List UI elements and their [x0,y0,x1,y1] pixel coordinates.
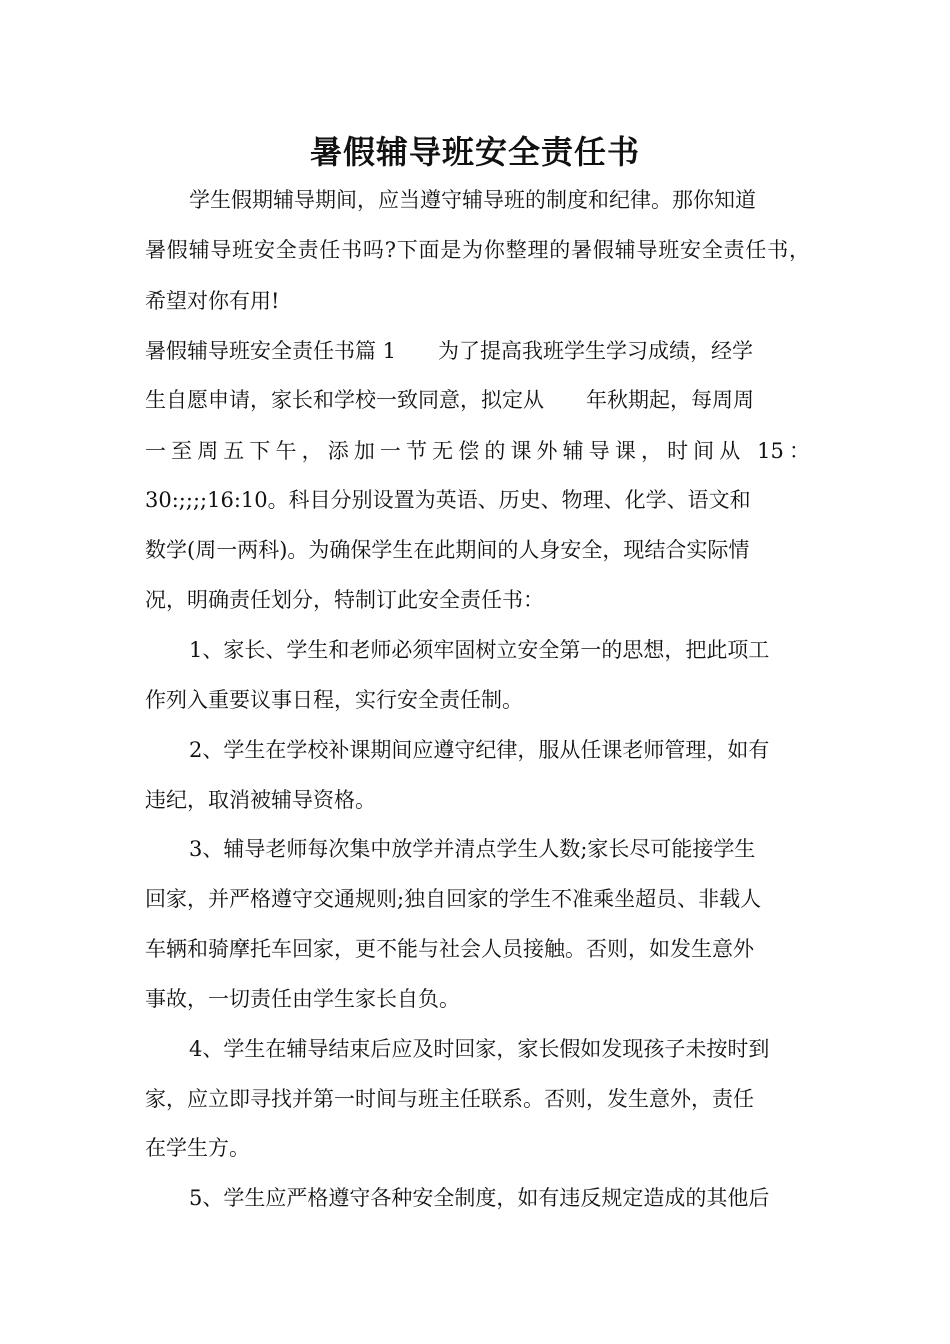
paragraph-line: 2、学生在学校补课期间应遵守纪律，服从任课老师管理，如有 [189,738,770,762]
paragraph-line: 5、学生应严格遵守各种安全制度，如有违反规定造成的其他后 [189,1186,770,1210]
paragraph-line: 一至周五下午，添加一节无偿的课外辅导课，时间从 15： [145,439,810,463]
paragraph-line: 1、家长、学生和老师必须牢固树立安全第一的思想，把此项工 [189,638,770,662]
paragraph-line: 事故，一切责任由学生家长自负。 [145,987,460,1011]
paragraph-line: 回家，并严格遵守交通规则;独自回家的学生不准乘坐超员、非载人 [145,887,762,911]
paragraph-line: 家，应立即寻找并第一时间与班主任联系。否则，发生意外，责任 [145,1087,754,1111]
paragraph-line: 希望对你有用! [145,289,280,313]
paragraph-line: 违纪，取消被辅导资格。 [145,788,376,812]
paragraph-line: 况，明确责任划分，特制订此安全责任书： [145,588,544,612]
paragraph-line: 暑假辅导班安全责任书篇 1 为了提高我班学生学习成绩，经学 [145,339,754,363]
document-title: 暑假辅导班安全责任书 [309,133,640,171]
paragraph-line: 学生假期辅导期间，应当遵守辅导班的制度和纪律。那你知道 [189,188,756,212]
paragraph-line: 暑假辅导班安全责任书吗?下面是为你整理的暑假辅导班安全责任书， [145,238,810,262]
paragraph-line: 生自愿申请，家长和学校一致同意，拟定从 年秋期起，每周周 [145,388,754,412]
paragraph-line: 数学(周一两科)。为确保学生在此期间的人身安全，现结合实际情 [145,538,750,562]
paragraph-line: 作列入重要议事日程，实行安全责任制。 [145,688,523,712]
paragraph-line: 4、学生在辅导结束后应及时回家，家长假如发现孩子未按时到 [189,1037,770,1061]
paragraph-line: 车辆和骑摩托车回家，更不能与社会人员接触。否则，如发生意外 [145,937,754,961]
paragraph-line: 在学生方。 [145,1136,250,1160]
paragraph-line: 3、辅导老师每次集中放学并清点学生人数;家长尽可能接学生 [189,837,756,861]
paragraph-line: 30:;;;;16:10。科目分别设置为英语、历史、物理、化学、语文和 [145,488,751,512]
